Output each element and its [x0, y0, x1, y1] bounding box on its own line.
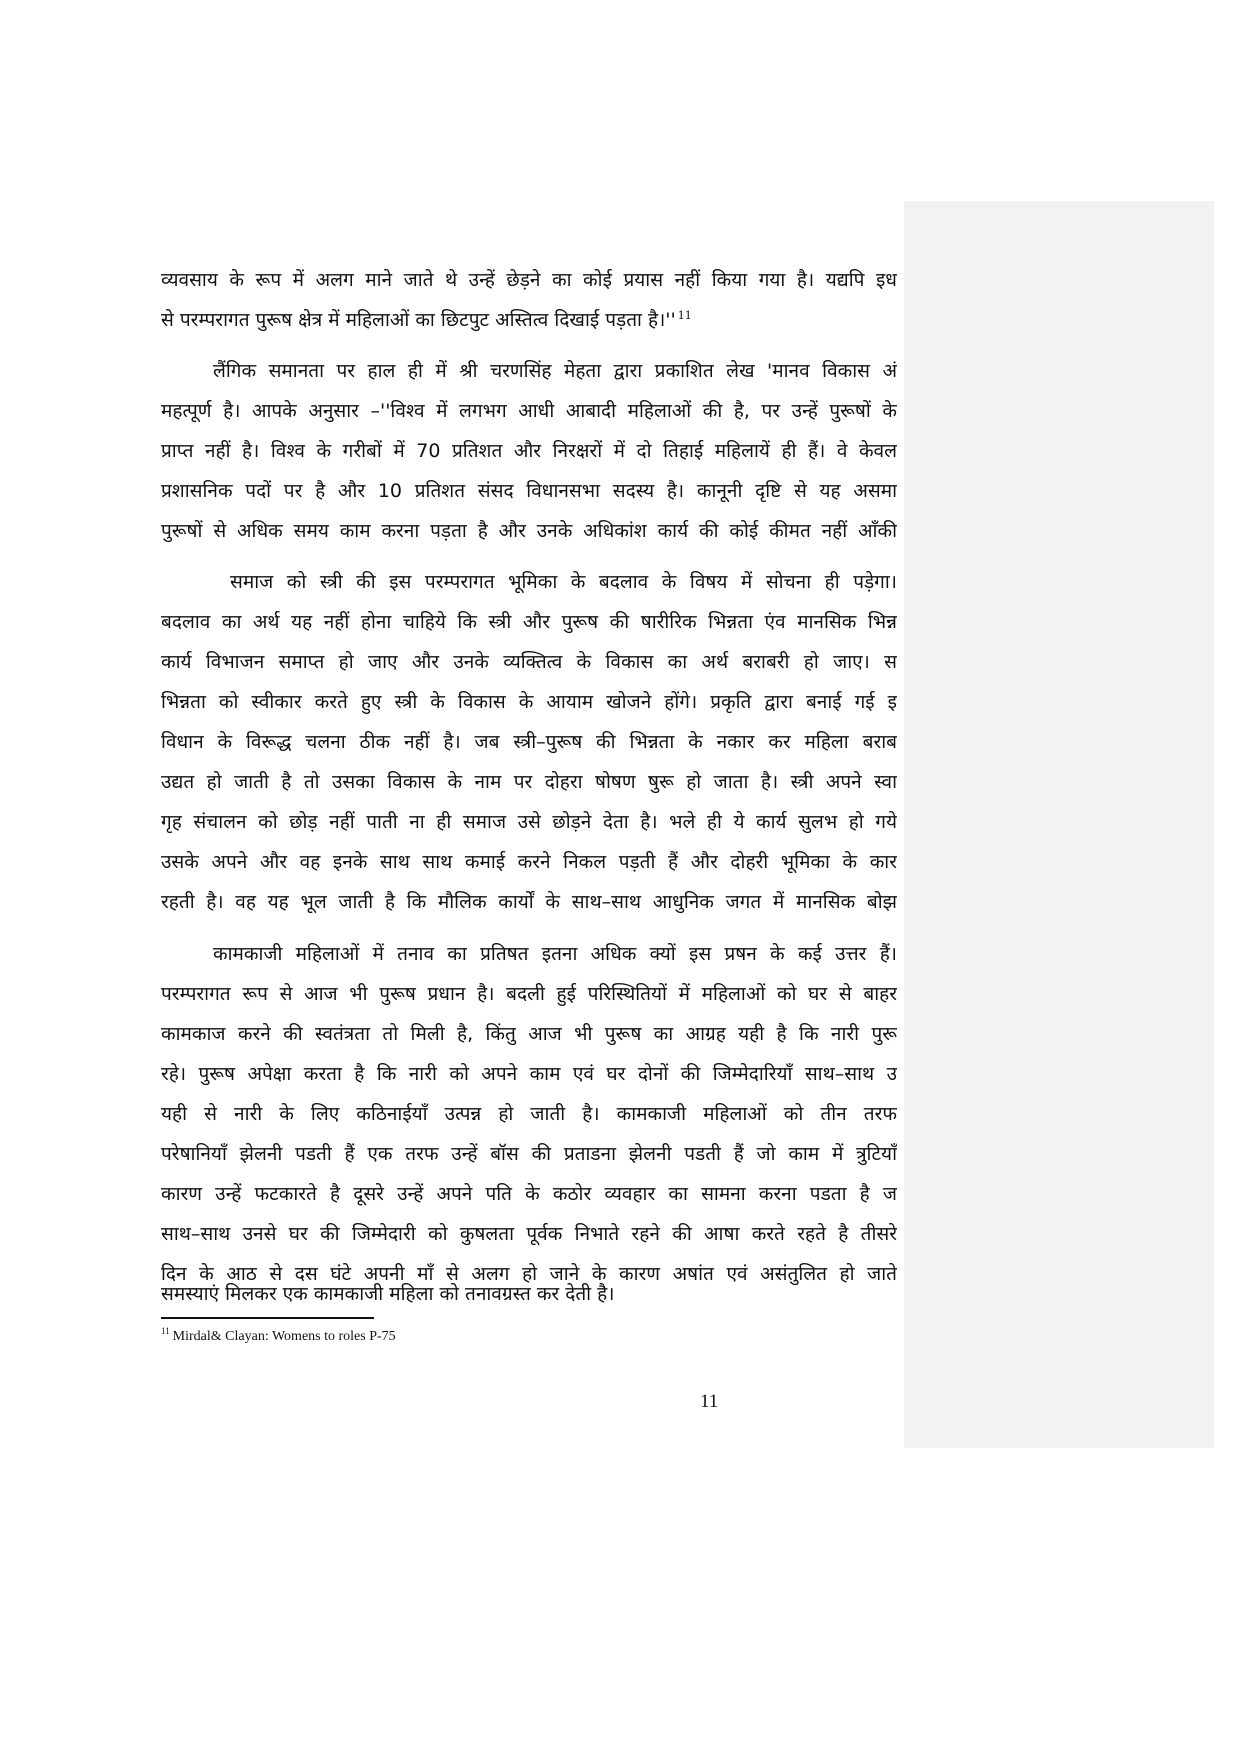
paragraph-4-line: परेषानियाँ झेलनी पडती हैं एक तरफ उन्हें बॉस की प्रताडना झेलनी पडती हैं जो काम में त्रुटियाँ	[161, 1143, 897, 1165]
footnote	[161, 1326, 396, 1345]
paragraph-1-line	[161, 300, 897, 340]
paragraph-4-line: कामकाजी महिलाओं में तनाव का प्रतिषत इतना अधिक क्यों इस प्रषन के कई उत्तर हैं।	[213, 943, 897, 965]
paragraph-4-line: साथ–साथ उनसे घर की जिम्मेदारी को कुषलता पूर्वक निभाते रहने की आषा करते रहते है तीसरे	[161, 1223, 897, 1245]
paragraph-1-line: व्यवसाय के रूप में अलग माने जाते थे उन्हें छेड़ने का कोई प्रयास नहीं किया गया है। यद्यपि इध	[161, 269, 897, 291]
paragraph-3-line: उद्यत हो जाती है तो उसका विकास के नाम पर दोहरा षोषण षुरू हो जाता है। स्त्री अपने स्वा	[161, 771, 897, 793]
paragraph-4-line: परम्परागत रूप से आज भी पुरूष प्रधान है। बदली हुई परिस्थितियों में महिलाओं को घर से बाहर	[161, 983, 897, 1005]
footnote-number: 11	[161, 1326, 170, 1337]
paragraph-3-line: भिन्नता को स्वीकार करते हुए स्त्री के विकास के आयाम खोजने होंगे। प्रकृति द्वारा बनाई गई इ	[161, 691, 897, 713]
body-text	[161, 260, 897, 1300]
paragraph-3-line: रहती है। वह यह भूल जाती है कि मौलिक कार्यों के साथ–साथ आधुनिक जगत में मानसिक बोझ	[161, 891, 897, 913]
paragraph-4-line: रहे। पुरूष अपेक्षा करता है कि नारी को अपने काम एवं घर दोनों की जिम्मेदारियाँ साथ–साथ उ	[161, 1063, 897, 1085]
paragraph-4-line: कामकाज करने की स्वतंत्रता तो मिली है, किंतु आज भी पुरूष का आग्रह यही है कि नारी पुरू	[161, 1023, 897, 1045]
paragraph-2-line: महत्पूर्ण है। आपके अनुसार –''विश्व में लगभग आधी आबादी महिलाओं की है, पर उन्हें पुरूषों के	[161, 400, 897, 422]
footnote-separator	[161, 1317, 374, 1319]
paragraph-4-line: समस्याएं मिलकर एक कामकाजी महिला को तनावग्रस्त कर देती है।	[161, 1283, 615, 1305]
paragraph-3-line: उसके अपने और वह इनके साथ साथ कमाई करने निकल पड़ती हैं और दोहरी भूमिका के कार	[161, 851, 897, 873]
paragraph-2-line: प्राप्त नहीं है। विश्व के गरीबों में 70 प्रतिशत और निरक्षरों में दो तिहाई महिलायें ही हैं। वे केवल	[161, 440, 897, 462]
paragraph-2-line: लैंगिक समानता पर हाल ही में श्री चरणसिंह मेहता द्वारा प्रकाशित लेख 'मानव विकास अं	[213, 360, 897, 382]
footnote-text: Mirdal& Clayan: Womens to roles P-75	[172, 1329, 396, 1344]
paragraph-2-line: प्रशासनिक पदों पर है और 10 प्रतिशत संसद विधानसभा सदस्य है। कानूनी दृष्टि से यह असमा	[161, 480, 897, 502]
comment-margin-pane	[904, 201, 1214, 1448]
paragraph-2-line: पुरूषों से अधिक समय काम करना पड़ता है और उनके अधिकांश कार्य की कोई कीमत नहीं आँकी	[161, 520, 897, 542]
paragraph-1-line-text: से परम्परागत पुरूष क्षेत्र में महिलाओं का छिटपुट अस्तित्व दिखाई पड़ता है।''	[161, 309, 676, 331]
page-number: 11	[700, 1391, 719, 1412]
paragraph-3-line: बदलाव का अर्थ यह नहीं होना चाहिये कि स्त्री और पुरूष की षारीरिक भिन्नता एंव मानसिक भिन्न	[161, 611, 897, 633]
footnote-reference: 11	[677, 308, 692, 322]
paragraph-3-line: गृह संचालन को छोड़ नहीं पाती ना ही समाज उसे छोड़ने देता है। भले ही ये कार्य सुलभ हो गये	[161, 811, 897, 833]
paragraph-3-line: समाज को स्त्री की इस परम्परागत भूमिका के बदलाव के विषय में सोचना ही पड़ेगा।	[230, 571, 897, 593]
paragraph-3-line: कार्य विभाजन समाप्त हो जाए और उनके व्यक्तित्व के विकास का अर्थ बराबरी हो जाए। स	[161, 651, 897, 673]
paragraph-4-line: कारण उन्हें फटकारते है दूसरे उन्हें अपने पति के कठोर व्यवहार का सामना करना पडता है ज	[161, 1183, 897, 1205]
paragraph-3-line: विधान के विरूद्ध चलना ठीक नहीं है। जब स्त्री–पुरूष की भिन्नता के नकार कर महिला बराब	[161, 731, 897, 753]
paragraph-4-line: यही से नारी के लिए कठिनाईयाँ उत्पन्न हो जाती है। कामकाजी महिलाओं को तीन तरफ	[161, 1103, 897, 1125]
paragraph-4-line: दिन के आठ से दस घंटे अपनी माँ से अलग हो जाने के कारण अषांत एवं असंतुलित हो जाते	[161, 1263, 897, 1285]
